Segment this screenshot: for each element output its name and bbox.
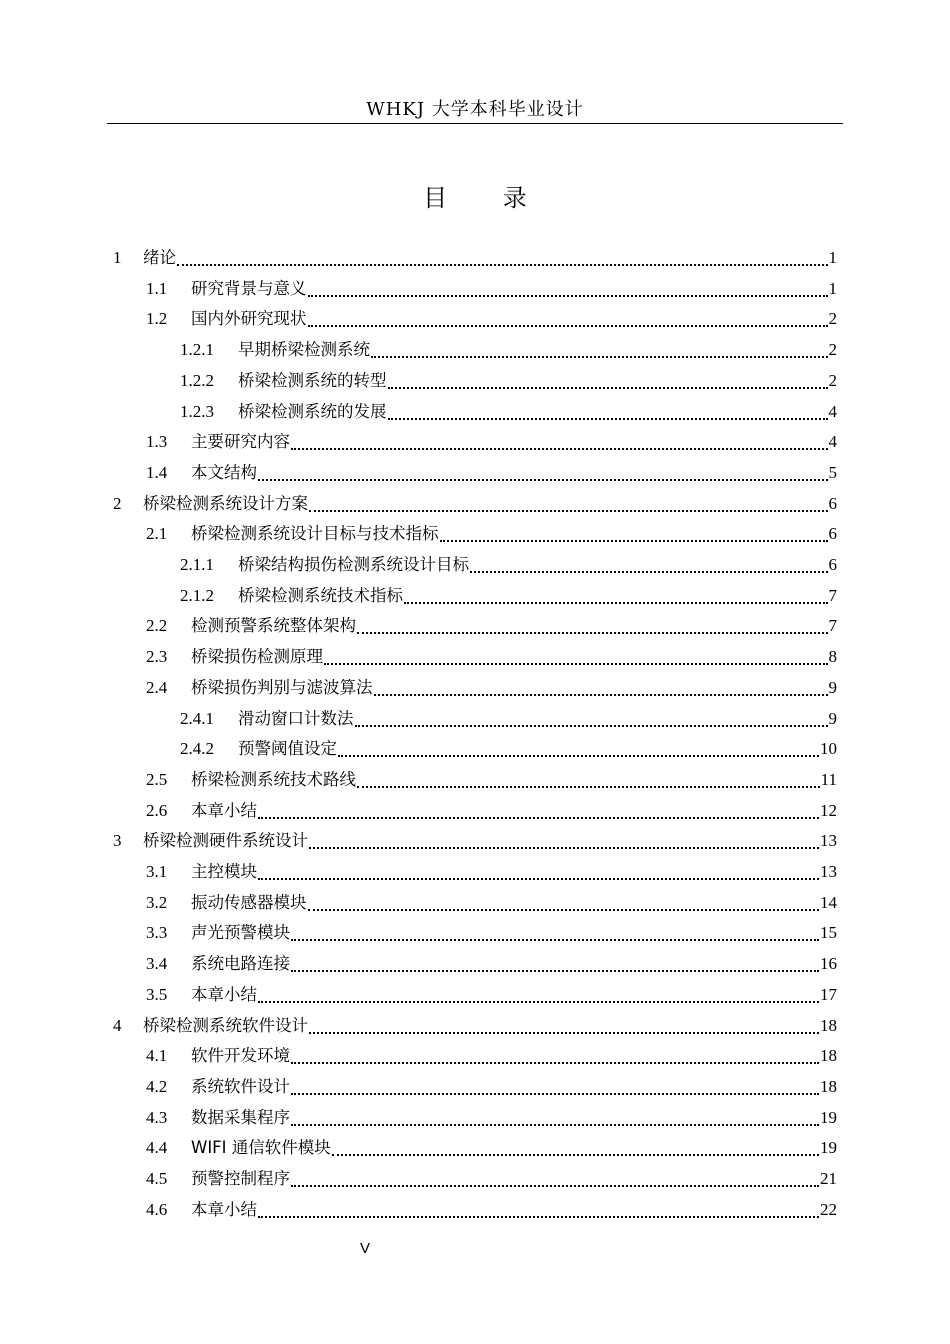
toc-leader-dots [291,1093,819,1095]
toc-entry-title: 本章小结 [191,800,257,820]
toc-entry-title: 桥梁检测系统软件设计 [143,1015,308,1035]
toc-entry-number: 1.2.1 [180,340,214,360]
toc-entry[interactable] [180,703,837,731]
toc-entry[interactable] [113,242,837,270]
toc-entry[interactable] [146,795,837,823]
toc-leader-dots [291,939,819,941]
toc-leader-dots [308,295,828,297]
toc-entry-title: WIFI 通信软件模块 [191,1138,331,1158]
toc-leader-dots [258,1001,819,1003]
toc-title: 目 录 [423,184,551,212]
toc-entry-number: 1.4 [146,462,168,482]
toc-entry-page: 6 [828,555,837,574]
toc-leader-dots [309,510,828,512]
toc-entry-page: 1 [828,248,837,267]
toc-leader-dots [308,909,820,911]
toc-entry-title: 桥梁检测系统技术指标 [238,585,403,605]
toc-entry-page: 13 [820,862,837,881]
toc-entry[interactable] [113,488,837,516]
toc-entry-page: 12 [820,800,837,820]
toc-entry-title: 系统电路连接 [191,954,290,974]
toc-entry-page: 19 [820,1107,837,1127]
toc-entry-title: 桥梁检测硬件系统设计 [143,831,308,851]
toc-entry-number: 4.5 [146,1169,168,1188]
toc-entry-number: 2.1.1 [180,555,214,574]
toc-entry-title: 检测预警系统整体架构 [191,616,356,636]
toc-entry-page: 7 [828,585,837,605]
toc-entry-title: 预警控制程序 [191,1169,290,1188]
toc-entry[interactable] [146,457,837,485]
toc-entry-page: 1 [828,278,837,298]
toc-entry[interactable] [180,580,837,608]
toc-entry-number: 1 [113,248,122,267]
toc-leader-dots [324,663,828,665]
toc-entry[interactable] [146,672,837,700]
toc-entry-title: 主控模块 [191,862,257,881]
toc-entry-number: 2.1 [146,524,168,544]
toc-entry-number: 2.4.1 [180,708,214,728]
toc-entry[interactable] [146,518,837,546]
toc-entry[interactable] [146,426,837,454]
toc-entry[interactable] [146,1163,837,1191]
toc-entry-page: 21 [820,1169,837,1188]
toc-entry-page: 15 [820,923,837,943]
toc-leader-dots [258,878,819,880]
toc-entry-page: 4 [828,401,837,421]
toc-entry-page: 4 [828,432,837,452]
toc-entry-number: 3.1 [146,862,168,881]
toc-entry-number: 4.6 [146,1199,168,1219]
toc-entry-title: 桥梁检测系统设计目标与技术指标 [191,524,439,544]
toc-entry-title: 桥梁损伤判别与滤波算法 [191,677,373,697]
toc-entry-title: 早期桥梁检测系统 [238,340,370,360]
toc-entry-title: 桥梁检测系统的发展 [238,401,387,421]
toc-entry[interactable] [146,1040,837,1068]
toc-entry[interactable] [113,825,837,853]
toc-entry-page: 18 [820,1046,837,1066]
toc-entry-number: 3.2 [146,892,168,912]
toc-entry[interactable] [180,549,837,577]
toc-leader-dots [308,325,828,327]
toc-entry-number: 4.1 [146,1046,168,1066]
toc-entry-number: 3.3 [146,923,168,943]
toc-entry-page: 22 [820,1199,837,1219]
toc-entry-page: 19 [820,1138,837,1158]
toc-entry-page: 5 [828,462,837,482]
toc-entry-title: 桥梁损伤检测原理 [191,647,323,667]
toc-entry-number: 2.4 [146,677,168,697]
toc-entry-page: 11 [820,769,837,789]
toc-leader-dots [291,1124,819,1126]
toc-entry[interactable] [180,334,837,362]
toc-entry-title: 研究背景与意义 [191,278,307,298]
toc-entry[interactable] [146,917,837,945]
toc-entry-title: 预警阈值设定 [238,739,337,759]
toc-leader-dots [357,632,828,634]
toc-entry-number: 2.5 [146,769,168,789]
toc-entry[interactable] [146,641,837,669]
toc-entry-title: 振动传感器模块 [191,892,307,912]
toc-entry-number: 4.4 [146,1138,168,1158]
toc-leader-dots [291,970,819,972]
toc-leader-dots [291,1062,819,1064]
toc-entry[interactable] [146,764,837,792]
toc-entry[interactable] [180,365,837,393]
toc-entry-number: 1.1 [146,278,168,298]
toc-entry-number: 4.3 [146,1107,168,1127]
toc-entry[interactable] [180,396,837,424]
toc-leader-dots [388,387,828,389]
toc-entry-title: 软件开发环境 [191,1046,290,1066]
page-number: V [359,1240,370,1257]
toc-entry-number: 3.4 [146,954,168,974]
toc-entry-page: 16 [820,954,837,974]
toc-entry-number: 4 [113,1015,122,1035]
toc-entry-title: 桥梁检测系统技术路线 [191,769,356,789]
toc-entry-title: 本文结构 [191,462,257,482]
toc-entry-number: 2 [113,493,122,513]
toc-entry-number: 3.5 [146,984,168,1004]
toc-entry[interactable] [146,856,837,884]
toc-entry-page: 14 [820,892,837,912]
toc-entry-number: 2.4.2 [180,739,214,759]
toc-entry-page: 18 [820,1076,837,1096]
toc-leader-dots [291,448,828,450]
toc-entry-title: 本章小结 [191,1199,257,1219]
toc-entry-title: 主要研究内容 [191,432,290,452]
toc-entry[interactable] [146,979,837,1007]
toc-leader-dots [357,786,820,788]
toc-entry[interactable] [146,610,837,638]
toc-leader-dots [258,817,819,819]
toc-entry-page: 10 [820,739,837,759]
toc-entry-title: 绪论 [143,248,176,267]
toc-entry[interactable] [113,1010,837,1038]
toc-entry[interactable] [180,733,837,761]
toc-entry-number: 1.2 [146,309,168,329]
toc-leader-dots [374,694,828,696]
toc-leader-dots [404,602,828,604]
toc-entry-number: 2.2 [146,616,168,636]
toc-entry-title: 桥梁检测系统的转型 [238,370,387,390]
page-header [107,96,843,124]
toc-entry[interactable] [146,1071,837,1099]
toc-entry-page: 2 [828,340,837,360]
toc-leader-dots [332,1154,819,1156]
toc-entry-title: 桥梁结构损伤检测系统设计目标 [238,555,469,574]
toc-leader-dots [338,755,819,757]
toc-entry[interactable] [146,1194,837,1222]
toc-leader-dots [177,264,828,266]
toc-entry-page: 2 [828,370,837,390]
toc-leader-dots [258,479,828,481]
toc-entry-page: 9 [828,708,837,728]
toc-entry-title: 桥梁检测系统设计方案 [143,493,308,513]
toc-leader-dots [470,571,828,573]
toc-entry[interactable] [146,1102,837,1130]
toc-entry-page: 6 [828,493,837,513]
toc-entry[interactable] [146,1132,837,1160]
toc-entry[interactable] [146,273,837,301]
toc-entry-page: 17 [820,984,837,1004]
toc-entry-title: 滑动窗口计数法 [238,708,354,728]
toc-leader-dots [371,356,828,358]
toc-entry-title: 本章小结 [191,984,257,1004]
toc-entry-number: 2.6 [146,800,168,820]
toc-entry-number: 1.2.2 [180,370,214,390]
toc-entry-page: 8 [828,647,837,667]
toc-entry-page: 18 [820,1015,837,1035]
toc-entry[interactable] [146,948,837,976]
toc-entry-page: 6 [828,524,837,544]
header-title: WHKJ 大学本科毕业设计 [366,99,584,120]
toc-leader-dots [440,540,828,542]
toc-entry-number: 2.1.2 [180,585,214,605]
toc-leader-dots [355,725,828,727]
toc-entry-page: 9 [828,677,837,697]
toc-leader-dots [388,418,828,420]
toc-entry-title: 系统软件设计 [191,1076,290,1096]
toc-entry-number: 4.2 [146,1076,168,1096]
toc-entry[interactable] [146,887,837,915]
toc-entry-number: 3 [113,831,122,851]
toc-entry[interactable] [146,303,837,331]
toc-entry-title: 数据采集程序 [191,1107,290,1127]
toc-leader-dots [291,1185,819,1187]
toc-leader-dots [258,1216,819,1218]
toc-entry-number: 1.2.3 [180,401,214,421]
toc-entry-title: 声光预警模块 [191,923,290,943]
toc-entry-number: 1.3 [146,432,168,452]
toc-leader-dots [309,1032,819,1034]
toc-entry-page: 7 [828,616,837,636]
toc-entry-page: 2 [828,309,837,329]
toc-entry-title: 国内外研究现状 [191,309,307,329]
toc-entry-page: 13 [820,831,837,851]
toc-entry-number: 2.3 [146,647,168,667]
toc-leader-dots [309,847,819,849]
